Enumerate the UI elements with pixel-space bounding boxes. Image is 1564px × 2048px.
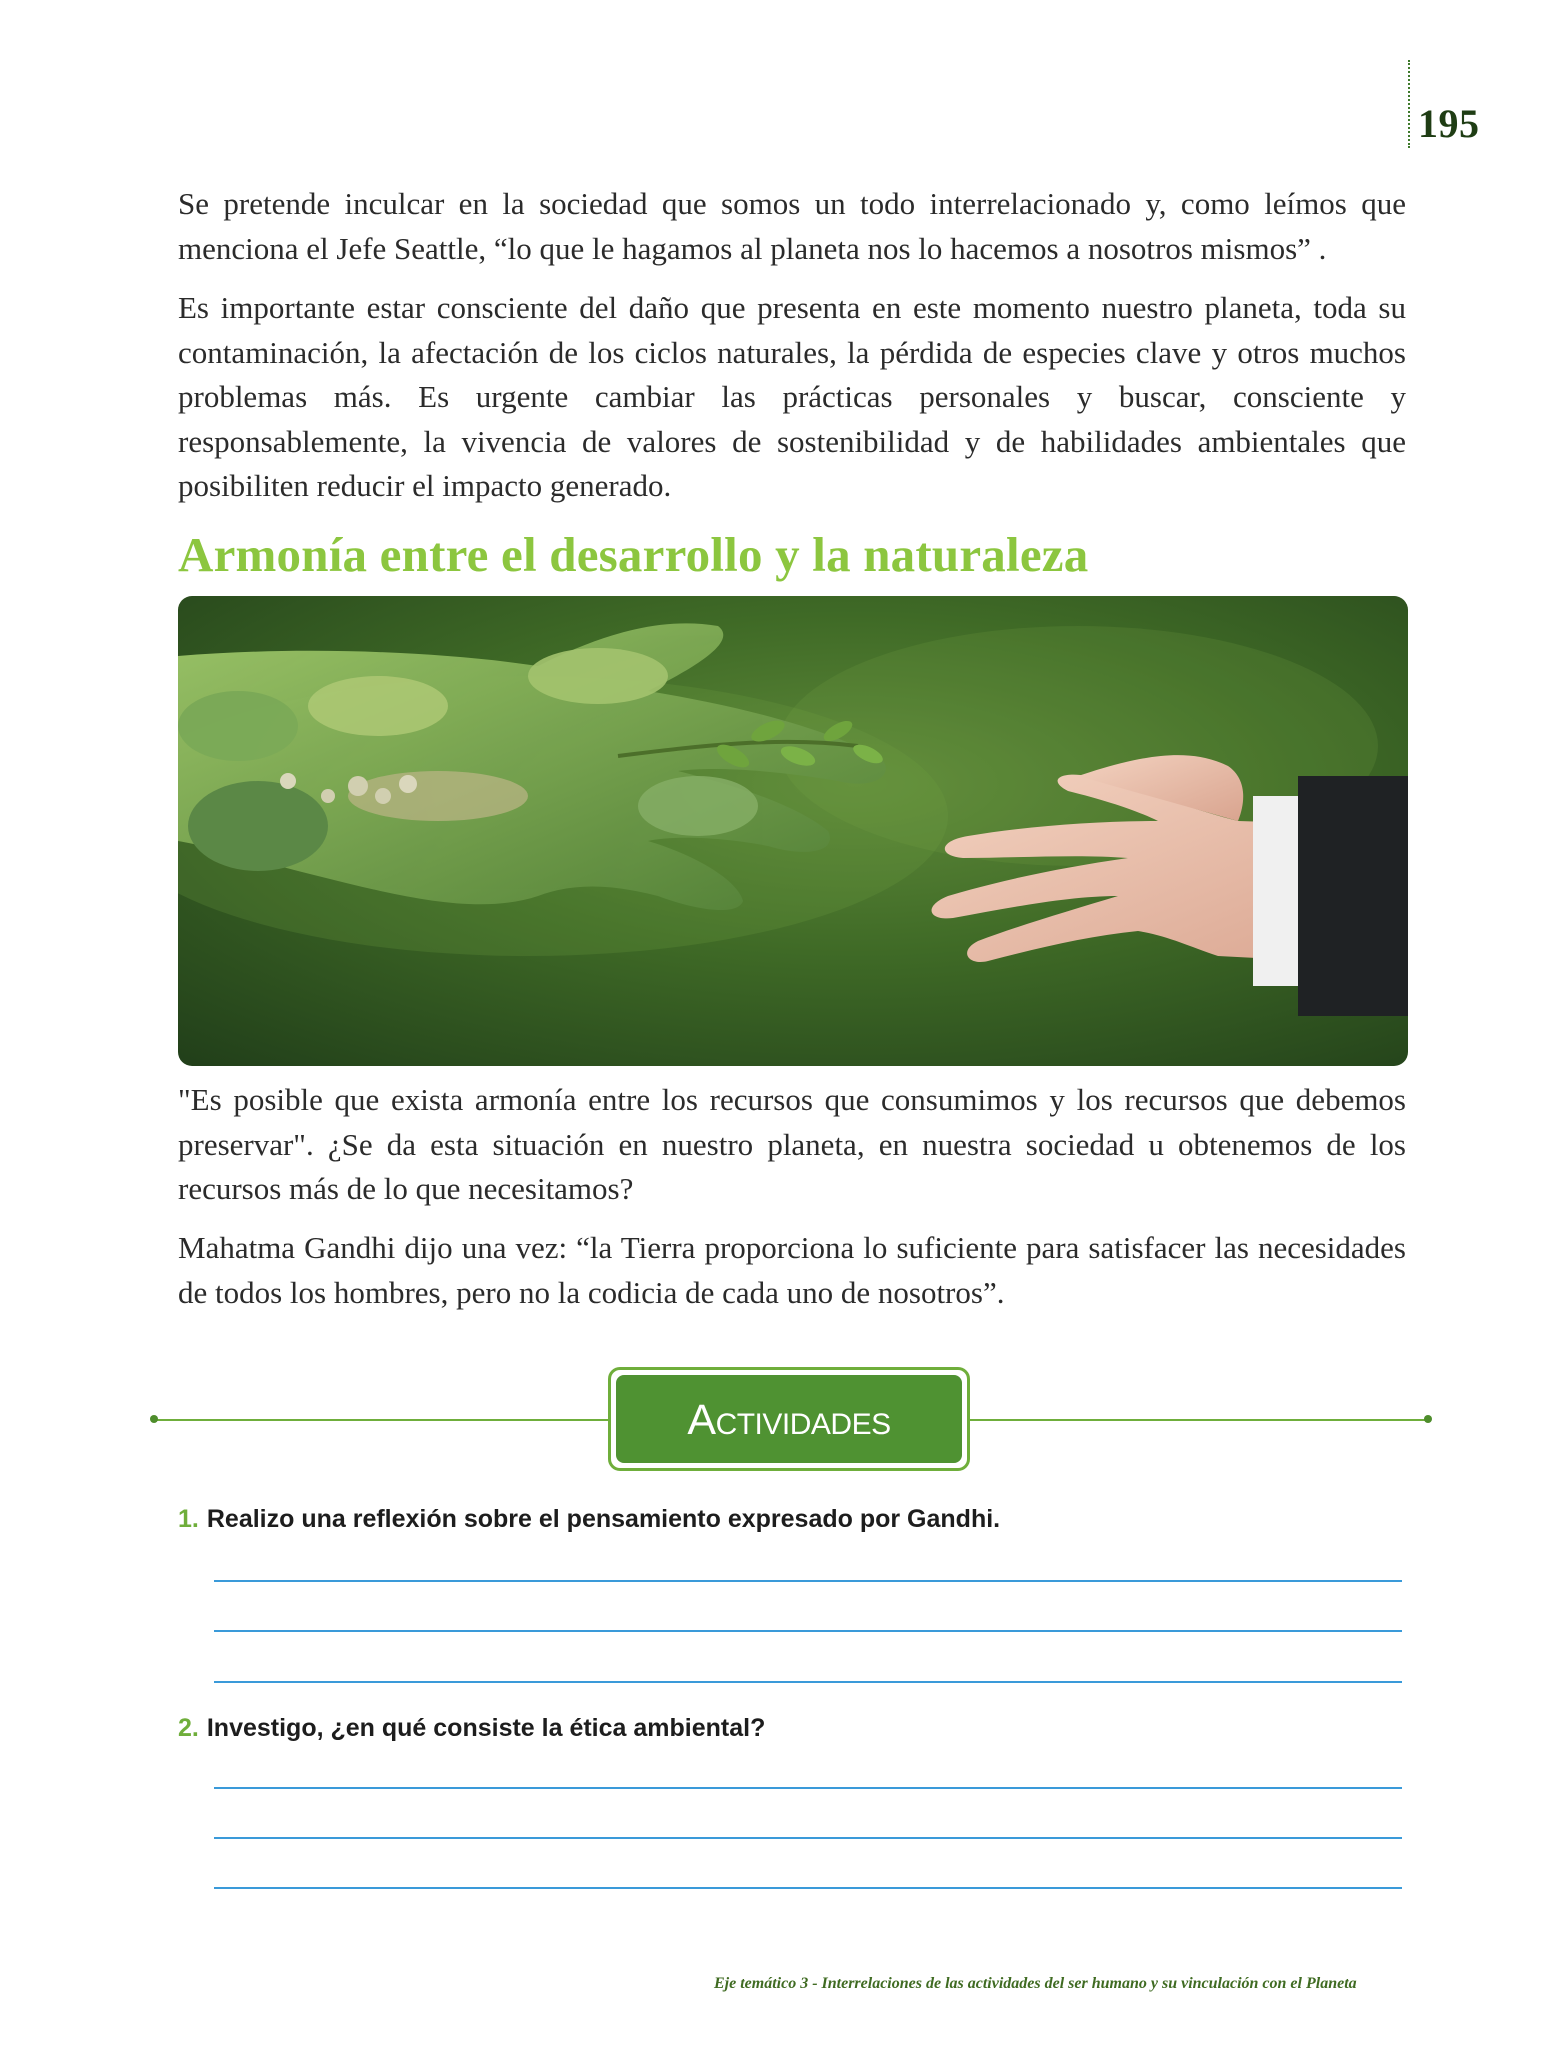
answer-line-1b[interactable] [214,1630,1402,1632]
answer-line-2b[interactable] [214,1837,1402,1839]
paragraph-seattle: Se pretende inculcar en la sociedad que somos un todo interrelacionado y, como leímos que menciona el Jefe Seattle, “lo que le hagamos al planeta nos lo hacemos a nosotros mismos” . [178,186,1406,266]
answer-line-1c[interactable] [214,1681,1402,1683]
answer-line-1a[interactable] [214,1580,1402,1582]
footer-theme: Eje temático 3 - Interrelaciones de las actividades del ser humano y su vinculación con el Planeta [714,1975,1357,1992]
activities-badge-label: Actividades [616,1375,962,1463]
question-2 [178,1714,765,1743]
nature-hand-photo [178,596,1408,1066]
page-number-rule [1408,60,1410,148]
paragraph-harmony-question: "Es posible que exista armonía entre los recursos que consumimos y los recursos que debemos preservar". ¿Se da esta situación en nuestro planeta, en nuestra sociedad u obtenemos de los recursos más de lo que necesitamos? [178,1082,1406,1206]
question-1-number: 1. [178,1505,199,1533]
answer-line-2a[interactable] [214,1787,1402,1789]
paragraph-consciousness: Es importante estar consciente del daño que presenta en este momento nuestro planeta, toda su contaminación, la afectación de los ciclos naturales, la pérdida de especies clave y otros muchos problemas más. Es urgente cambiar las prácticas personales y buscar, consciente y responsablemente, la vivencia de valores de sostenibilidad y de habilidades ambientales que posibiliten reducir el impacto generado. [178,290,1406,503]
activities-badge [608,1367,970,1471]
question-1-text: Realizo una reflexión sobre el pensamiento expresado por Gandhi. [206,1505,1001,1533]
divider-dot-right [1424,1415,1432,1423]
question-2-number: 2. [178,1714,199,1742]
question-2-text: Investigo, ¿en qué consiste la ética ambiental? [206,1714,766,1742]
question-1 [178,1505,1000,1534]
page-number: 195 [1418,101,1480,146]
divider-dot-left [150,1415,158,1423]
answer-line-2c[interactable] [214,1887,1402,1889]
paragraph-gandhi-quote: Mahatma Gandhi dijo una vez: “la Tierra proporciona lo suficiente para satisfacer las necesidades de todos los hombres, pero no la codicia de cada uno de nosotros”. [178,1230,1406,1310]
section-title: Armonía entre el desarrollo y la naturaleza [178,527,1089,582]
